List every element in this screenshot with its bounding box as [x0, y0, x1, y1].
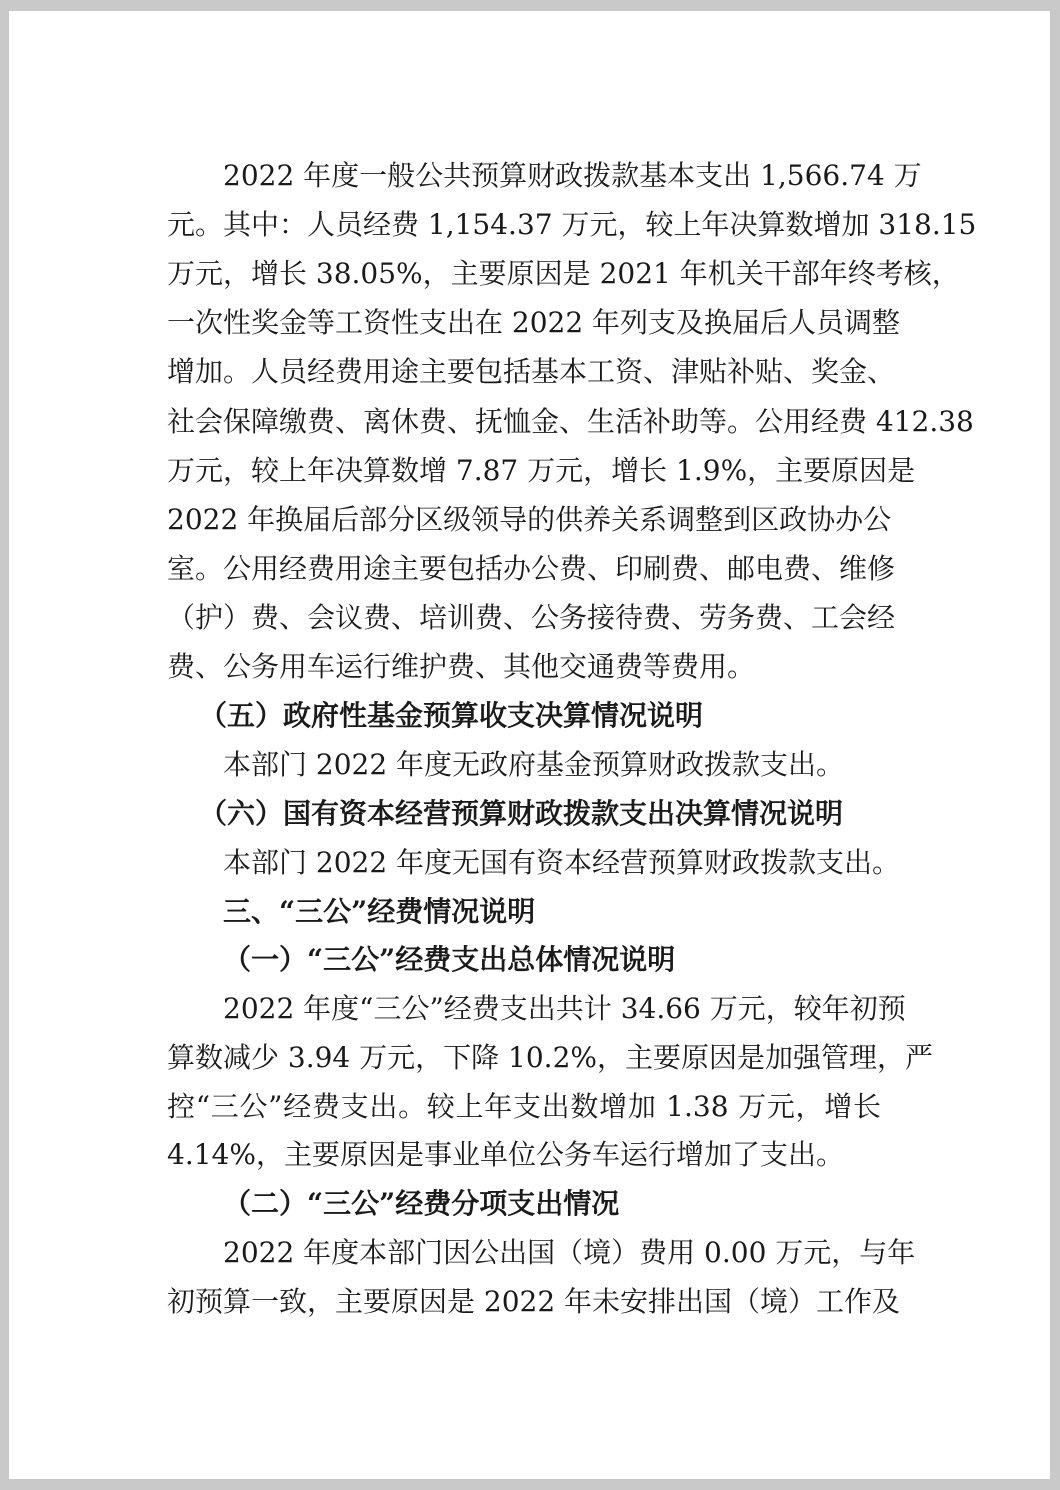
- paragraph-line: 室。公用经费用途主要包括办公费、印刷费、邮电费、维修: [167, 552, 896, 585]
- paragraph-line: 初预算一致，主要原因是 2022 年未安排出国（境）工作及: [167, 1285, 901, 1318]
- section-heading-five: （五）政府性基金预算收支决算情况说明: [199, 699, 704, 732]
- subsection-heading-two: （二）“三公”经费分项支出情况: [223, 1187, 620, 1220]
- paragraph-line: 本部门 2022 年度无国有资本经营预算财政拨款支出。: [223, 846, 901, 879]
- paragraph-line: 本部门 2022 年度无政府基金预算财政拨款支出。: [223, 748, 845, 781]
- paragraph-line: 2022 年换届后部分区级领导的供养关系调整到区政协办公: [167, 503, 892, 536]
- subsection-heading-one: （一）“三公”经费支出总体情况说明: [223, 943, 676, 976]
- paragraph-line: 控“三公”经费支出。较上年支出数增加 1.38 万元，增长: [167, 1090, 881, 1123]
- paragraph-line: 社会保障缴费、离休费、抚恤金、生活补助等。公用经费 412.38: [167, 405, 974, 438]
- section-heading-six: （六）国有资本经营预算财政拨款支出决算情况说明: [199, 797, 844, 830]
- paragraph-line: 万元，较上年决算数增 7.87 万元，增长 1.9%，主要原因是: [167, 454, 916, 487]
- paragraph-line: 增加。人员经费用途主要包括基本工资、津贴补贴、奖金、: [167, 355, 896, 388]
- paragraph-line: 算数减少 3.94 万元，下降 10.2%，主要原因是加强管理，严: [167, 1041, 933, 1074]
- paragraph-line: 万元，增长 38.05%，主要原因是 2021 年机关干部年终考核，: [167, 257, 960, 290]
- document-page: [9, 11, 1050, 1479]
- paragraph-line: 一次性奖金等工资性支出在 2022 年列支及换届后人员调整: [167, 306, 901, 339]
- paragraph-line: （护）费、会议费、培训费、公务接待费、劳务费、工会经: [167, 601, 896, 634]
- paragraph-line: 元。其中：人员经费 1,154.37 万元，较上年决算数增加 318.15: [167, 208, 977, 241]
- paragraph-line: 2022 年度一般公共预算财政拨款基本支出 1,566.74 万: [223, 159, 922, 192]
- paragraph-line: 4.14%，主要原因是事业单位公务车运行增加了支出。: [167, 1138, 844, 1171]
- section-heading-three: 三、“三公”经费情况说明: [223, 895, 536, 928]
- paragraph-line: 费、公务用车运行维护费、其他交通费等费用。: [167, 650, 756, 683]
- paragraph-line: 2022 年度“三公”经费支出共计 34.66 万元，较年初预: [223, 992, 906, 1025]
- paragraph-line: 2022 年度本部门因公出国（境）费用 0.00 万元，与年: [223, 1236, 916, 1269]
